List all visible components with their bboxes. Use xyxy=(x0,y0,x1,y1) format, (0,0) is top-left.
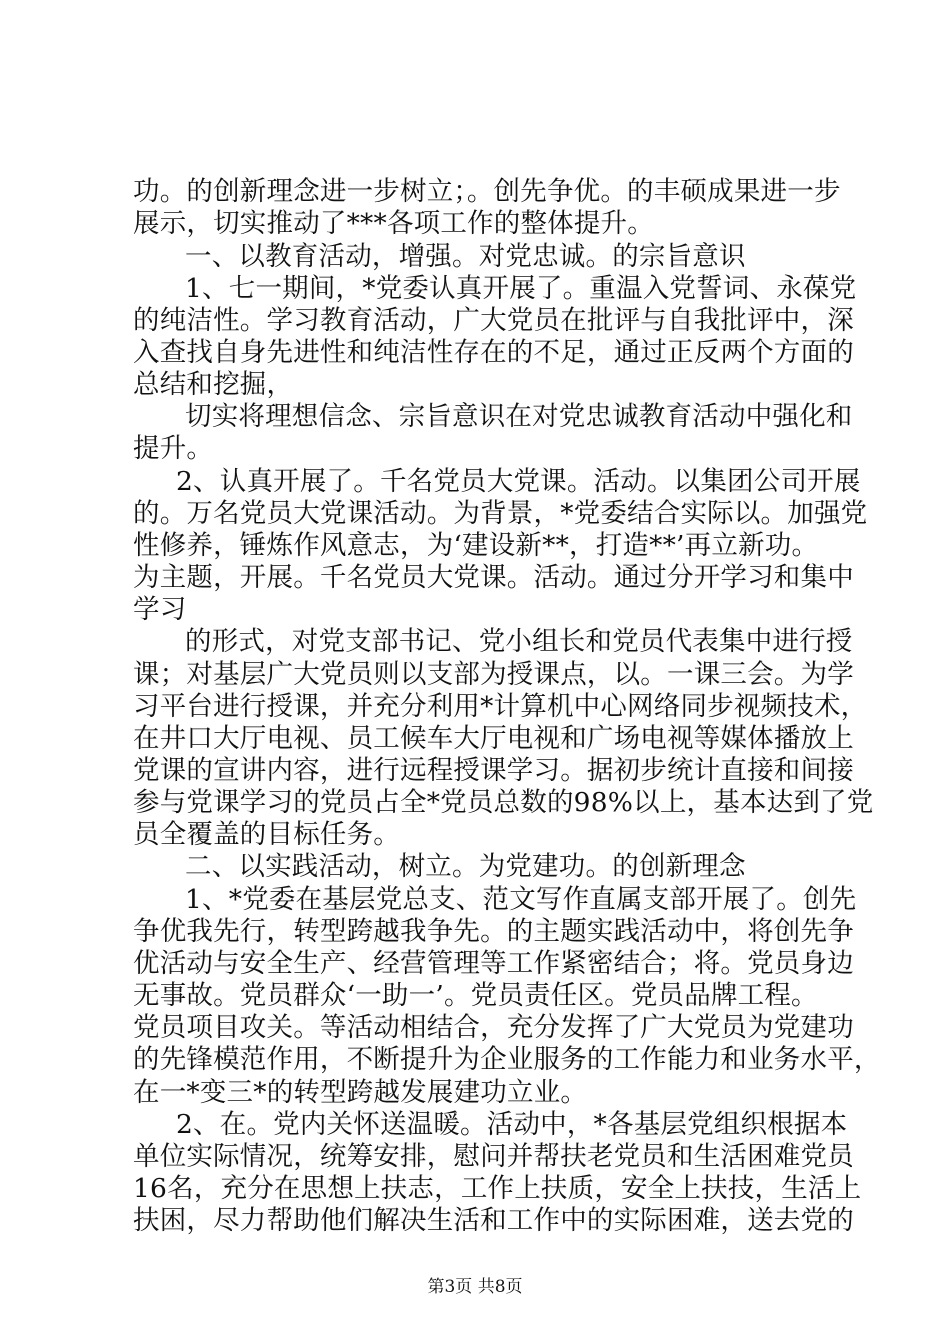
page-number-footer: 第3页 共8页 xyxy=(427,1277,523,1297)
text-line: 1、*党委在基层党总支、范文写作直属支部开展了。创先 xyxy=(185,884,857,915)
text-line: 2、认真开展了。千名党员大党课。活动。以集团公司开展 xyxy=(176,466,861,497)
text-line: 功。的创新理念进一步树立；。创先争优。的丰硕成果进一步 xyxy=(133,176,841,207)
section-heading: 二、以实践活动，树立。为党建功。的创新理念 xyxy=(185,851,746,882)
text-line: 为主题，开展。千名党员大党课。活动。通过分开学习和集中 xyxy=(133,562,854,593)
text-line: 切实将理想信念、宗旨意识在对党忠诚教育活动中强化和 xyxy=(185,401,853,432)
text-line: 1、七一期间，*党委认真开展了。重温入党誓词、永葆党 xyxy=(185,273,857,304)
text-line: 党员项目攻关。等活动相结合，充分发挥了广大党员为党建功 xyxy=(133,1012,854,1043)
text-line: 2、在。党内关怀送温暖。活动中，*各基层党组织根据本 xyxy=(176,1109,848,1140)
text-line: 的形式，对党支部书记、党小组长和党员代表集中进行授 xyxy=(185,626,853,657)
text-line: 总结和挖掘， xyxy=(133,369,294,400)
text-line: 员全覆盖的目标任务。 xyxy=(133,819,400,850)
text-line: 争优我先行，转型跨越我争先。的主题实践活动中，将创先争 xyxy=(133,916,854,947)
text-line: 无事故。党员群众‘一助一’。党员责任区。党员品牌工程。 xyxy=(133,980,818,1011)
text-line: 习平台进行授课，并充分利用*计算机中心网络同步视频技术， xyxy=(133,691,868,722)
text-line: 扶困，尽力帮助他们解决生活和工作中的实际困难，送去党的 xyxy=(133,1205,854,1236)
text-line: 入查找自身先进性和纯洁性存在的不足，通过正反两个方面的 xyxy=(133,337,854,368)
text-line: 提升。 xyxy=(133,433,214,464)
text-line: 的纯洁性。学习教育活动，广大党员在批评与自我批评中，深 xyxy=(133,305,854,336)
text-line: 优活动与安全生产、经营管理等工作紧密结合；将。党员身边 xyxy=(133,948,854,979)
text-line: 参与党课学习的党员占全*党员总数的98%以上，基本达到了党 xyxy=(133,787,874,818)
text-line: 单位实际情况，统筹安排，慰问并帮扶老党员和生活困难党员 xyxy=(133,1141,854,1172)
text-line: 的先锋模范作用，不断提升为企业服务的工作能力和业务水平， xyxy=(133,1044,881,1075)
text-line: 在一*变三*的转型跨越发展建功立业。 xyxy=(133,1077,588,1108)
text-line: 课；对基层广大党员则以支部为授课点，以。一课三会。为学 xyxy=(133,659,854,690)
text-line: 党课的宣讲内容，进行远程授课学习。据初步统计直接和间接 xyxy=(133,755,854,786)
text-line: 学习 xyxy=(133,594,187,625)
text-line: 的。万名党员大党课活动。为背景，*党委结合实际以。加强党 xyxy=(133,498,868,529)
text-line: 展示，切实推动了***各项工作的整体提升。 xyxy=(133,208,654,239)
text-line: 16名，充分在思想上扶志，工作上扶质，安全上扶技，生活上 xyxy=(133,1173,862,1204)
section-heading: 一、以教育活动，增强。对党忠诚。的宗旨意识 xyxy=(185,241,746,272)
text-line: 性修养，锤炼作风意志，为‘建设新**，打造**’再立新功。 xyxy=(133,530,819,561)
text-line: 在井口大厅电视、员工候车大厅电视和广场电视等媒体播放上 xyxy=(133,723,854,754)
